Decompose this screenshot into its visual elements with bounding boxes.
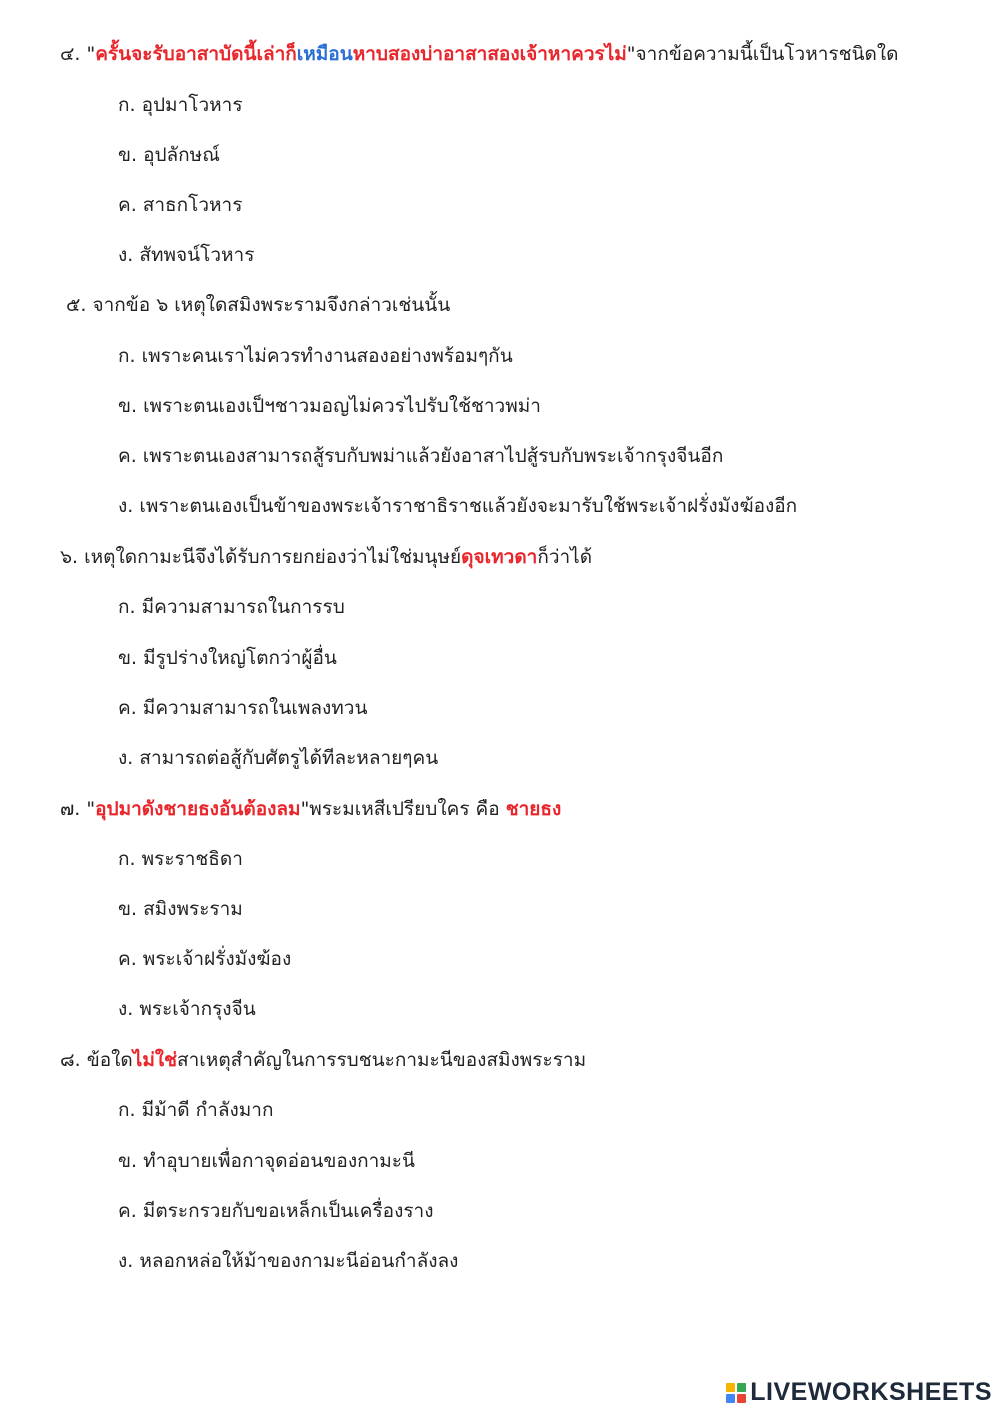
- question-7-option-b[interactable]: ข. สมิงพระราม: [118, 898, 243, 920]
- question-7: [60, 796, 561, 822]
- question-5-option-b[interactable]: ข. เพราะตนเองเป็ฯชาวมอญไม่ควรไปรับใช้ชาวพม่า: [118, 395, 541, 417]
- question-6-highlight: ดุจเทวดา: [461, 546, 538, 568]
- question-8-highlight: ไม่ใช่: [132, 1049, 178, 1071]
- question-4-quote-highlight: เหมือน: [296, 43, 353, 65]
- question-4-number: ๔. ": [60, 43, 96, 65]
- question-8: [60, 1047, 586, 1073]
- question-7-option-c[interactable]: ค. พระเจ้าฝรั่งมังฆ้อง: [118, 948, 292, 970]
- question-7-quote: อุปมาดังชายธงอันต้องลม: [95, 798, 301, 820]
- question-6-option-a[interactable]: ก. มีความสามารถในการรบ: [118, 596, 345, 618]
- question-6-text-start: ๖. เหตุใดกามะนีจึงได้รับการยกย่องว่าไม่ใช่มนุษย์: [60, 546, 462, 568]
- question-4-option-d[interactable]: ง. สัทพจน์โวหาร: [118, 244, 255, 266]
- logo-square-green: [737, 1383, 746, 1392]
- logo-square-blue: [726, 1394, 735, 1403]
- question-8-text-end: สาเหตุสำคัญในการรบชนะกามะนีของสมิงพระราม: [177, 1049, 587, 1071]
- question-4-prompt: "จากข้อความนี้เป็นโวหารชนิดใด: [626, 43, 899, 65]
- question-5-option-a[interactable]: ก. เพราะคนเราไม่ควรทำงานสองอย่างพร้อมๆกัน: [118, 345, 513, 367]
- logo-square-red: [737, 1394, 746, 1403]
- liveworksheets-logo-text: LIVEWORKSHEETS: [750, 1378, 992, 1406]
- question-4-option-a[interactable]: ก. อุปมาโวหาร: [118, 94, 243, 116]
- question-6-text-end: ก็ว่าได้: [537, 546, 593, 568]
- question-5-option-c[interactable]: ค. เพราะตนเองสามารถสู้รบกับพม่าแล้วยังอาสาไปสู้รบกับพระเจ้ากรุงจีนอีก: [118, 445, 724, 467]
- question-4-quote-part-1: ครั้นจะรับอาสาบัดนี้เล่าก็: [95, 43, 297, 65]
- question-5-option-d[interactable]: ง. เพราะตนเองเป็นข้าของพระเจ้าราชาธิราชแล้วยังจะมารับใช้พระเจ้าฝรั่งมังฆ้องอีก: [118, 495, 798, 517]
- logo-square-yellow: [726, 1383, 735, 1392]
- question-6-option-d[interactable]: ง. สามารถต่อสู้กับศัตรูได้ทีละหลายๆคน: [118, 747, 439, 769]
- question-4-option-b[interactable]: ข. อุปลักษณ์: [118, 144, 220, 166]
- question-7-option-a[interactable]: ก. พระราชธิดา: [118, 848, 243, 870]
- question-5: ๕. จากข้อ ๖ เหตุใดสมิงพระรามจึงกล่าวเช่นนั้น: [66, 294, 451, 316]
- question-7-number: ๗. ": [60, 798, 96, 820]
- liveworksheets-logo-icon: [726, 1383, 746, 1403]
- question-7-keyword: ชายธง: [505, 798, 562, 820]
- liveworksheets-logo: [726, 1378, 992, 1407]
- question-8-text-start: ๘. ข้อใด: [60, 1049, 133, 1071]
- question-8-option-b[interactable]: ข. ทำอุบายเพื่อกาจุดอ่อนของกามะนี: [118, 1150, 415, 1172]
- question-8-option-d[interactable]: ง. หลอกหล่อให้ม้าของกามะนีอ่อนกำลังลง: [118, 1250, 459, 1272]
- question-4-option-c[interactable]: ค. สาธกโวหาร: [118, 194, 243, 216]
- question-6-option-b[interactable]: ข. มีรูปร่างใหญ่โตกว่าผู้อื่น: [118, 647, 337, 669]
- question-7-prompt: "พระมเหสีเปรียบใคร คือ: [300, 798, 506, 820]
- question-6: [60, 544, 592, 570]
- question-7-option-d[interactable]: ง. พระเจ้ากรุงจีน: [118, 998, 256, 1020]
- question-8-option-a[interactable]: ก. มีม้าดี กำลังมาก: [118, 1099, 274, 1121]
- question-4-quote-part-2: หาบสองบ่าอาสาสองเจ้าหาควรไม่: [352, 43, 627, 65]
- question-8-option-c[interactable]: ค. มีตระกรวยกับขอเหล็กเป็นเครื่องราง: [118, 1200, 434, 1222]
- question-4: [60, 41, 898, 67]
- question-6-option-c[interactable]: ค. มีความสามารถในเพลงทวน: [118, 697, 368, 719]
